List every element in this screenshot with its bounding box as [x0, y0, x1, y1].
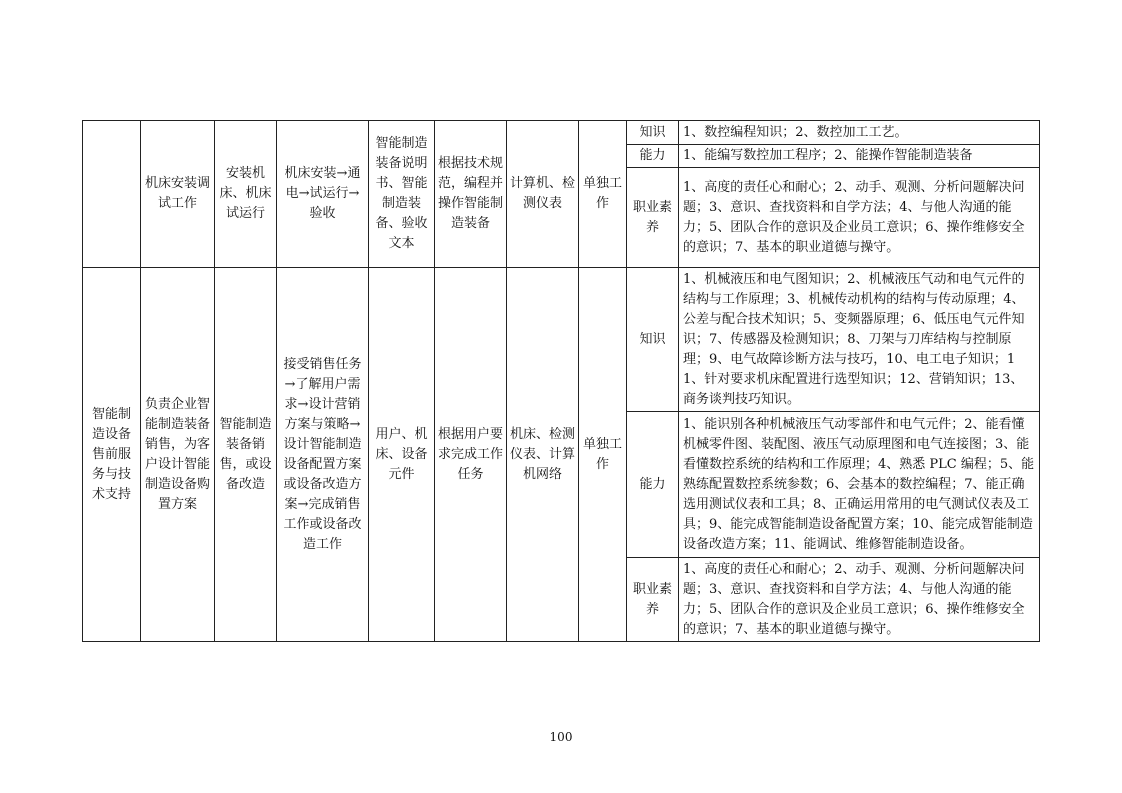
requirement-label: 能力: [627, 145, 679, 168]
work-process-cell: 安装机床、机床试运行: [215, 121, 277, 268]
work-task-cell: 负责企业智能制造装备销售，为客户设计智能制造设备购置方案: [141, 268, 215, 642]
table-row: [83, 121, 1040, 145]
requirement-label: 职业素养: [627, 558, 679, 642]
work-standards-cell: 根据用户要求完成工作任务: [435, 268, 507, 642]
requirement-text: 1、高度的责任心和耐心；2、动手、观测、分析问题解决问题；3、意识、查找资料和自学方法；4、与他人沟通的能力；5、团队合作的意识及企业员工意识；6、操作维修安全的意识；7、基本的职业道德与操守。: [679, 558, 1040, 642]
tools-cell: 机床、检测仪表、计算机网络: [507, 268, 579, 642]
requirement-label: 能力: [627, 412, 679, 558]
competency-table: [82, 120, 1040, 642]
work-process-cell: 智能制造装备销售，或设备改造: [215, 268, 277, 642]
work-objects-cell: 智能制造装备说明书、智能制造装备、验收文本: [369, 121, 435, 268]
requirement-text: 1、高度的责任心和耐心；2、动手、观测、分析问题解决问题；3、意识、查找资料和自学方法；4、与他人沟通的能力；5、团队合作的意识及企业员工意识；6、操作维修安全的意识；7、基本的职业道德与操守。: [679, 168, 1040, 268]
requirement-label: 职业素养: [627, 168, 679, 268]
requirement-text: 1、能识别各种机械液压气动零部件和电气元件；2、能看懂机械零件图、装配图、液压气动原理图和电气连接图；3、能看懂数控系统的结构和工作原理；4、熟悉 PLC 编程；5、能熟练配置数控系统参数；6、会基本的数控编程；7、能正确选用测试仪表和工具；8、正确运用常用的电气测试仪表及工具；9、能完成智能制造设备配置方案；10、能完成智能制造设备改造方案；11、能调试、维修智能制造设备。: [679, 412, 1040, 558]
organization-cell: 单独工作: [579, 268, 627, 642]
work-standards-cell: 根据技术规范，编程并操作智能制造装备: [435, 121, 507, 268]
requirement-text: 1、能编写数控加工程序；2、能操作智能制造装备: [679, 145, 1040, 168]
work-objects-cell: 用户、机床、设备元件: [369, 268, 435, 642]
work-area-cell: 智能制造设备售前服务与技术支持: [83, 268, 141, 642]
page-number: 100: [549, 730, 573, 744]
table-row: [83, 268, 1040, 412]
requirement-text: 1、数控编程知识；2、数控加工工艺。: [679, 121, 1040, 145]
requirement-label: 知识: [627, 121, 679, 145]
work-task-cell: 机床安装调试工作: [141, 121, 215, 268]
work-area-cell: [83, 121, 141, 268]
requirement-label: 知识: [627, 268, 679, 412]
organization-cell: 单独工作: [579, 121, 627, 268]
workflow-cell: 机床安装→通电→试运行→验收: [277, 121, 369, 268]
tools-cell: 计算机、检测仪表: [507, 121, 579, 268]
workflow-cell: 接受销售任务→了解用户需求→设计营销方案与策略→设计智能制造设备配置方案或设备改造方案→完成销售工作或设备改造工作: [277, 268, 369, 642]
requirement-text: 1、机械液压和电气图知识；2、机械液压气动和电气元件的结构与工作原理；3、机械传动机构的结构与传动原理；4、公差与配合技术知识；5、变频器原理；6、低压电气元件知识；7、传感器及检测知识；8、刀架与刀库结构与控制原理；9、电气故障诊断方法与技巧，10、电工电子知识；11、针对要求机床配置进行选型知识；12、营销知识；13、商务谈判技巧知识。: [679, 268, 1040, 412]
